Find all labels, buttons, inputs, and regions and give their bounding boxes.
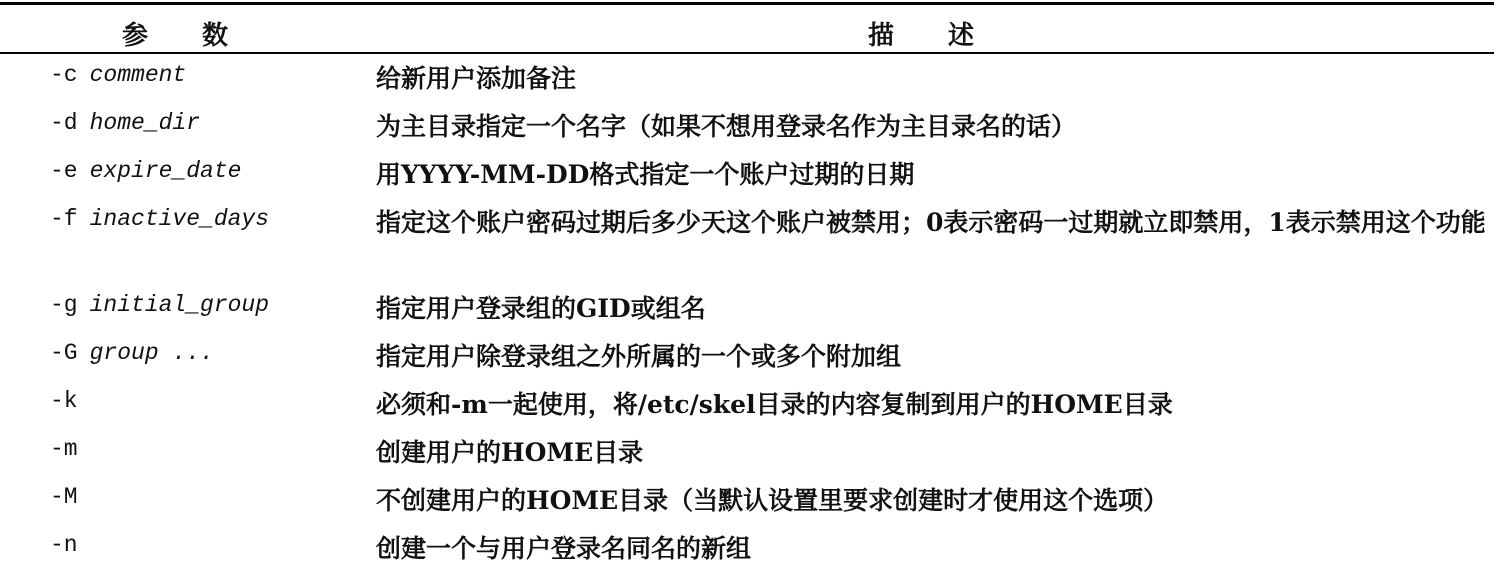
option-flag: -g xyxy=(50,292,78,318)
option-flag: -M xyxy=(50,484,78,510)
header-param: 参数 xyxy=(122,21,283,51)
option-description: 指定用户除登录组之外所属的一个或多个附加组 xyxy=(376,342,902,371)
option-description: 指定这个账户密码过期后多少天这个账户被禁用；0表示密码一过期就立即禁用，1表示禁用这个功能 xyxy=(376,208,1486,237)
option-description: 给新用户添加备注 xyxy=(376,64,577,93)
option-cell xyxy=(50,388,90,414)
option-cell xyxy=(50,110,200,136)
option-flag: -G xyxy=(50,340,78,366)
table-header-rule xyxy=(0,52,1494,54)
option-flag: -f xyxy=(50,206,78,232)
option-arg: initial_group xyxy=(89,292,270,318)
header-description: 描述 xyxy=(868,21,1029,51)
option-arg: expire_date xyxy=(89,158,242,184)
option-description: 为主目录指定一个名字（如果不想用登录名作为主目录名的话） xyxy=(376,112,1077,141)
option-arg: home_dir xyxy=(89,110,201,136)
option-description: 用YYYY-MM-DD格式指定一个账户过期的日期 xyxy=(376,160,915,189)
option-cell xyxy=(50,292,269,318)
option-cell xyxy=(50,484,90,510)
option-flag: -c xyxy=(50,62,78,88)
option-cell xyxy=(50,532,90,558)
option-arg: group ... xyxy=(89,340,214,366)
option-flag: -k xyxy=(50,388,78,414)
option-flag: -n xyxy=(50,532,78,558)
option-arg: inactive_days xyxy=(89,206,270,232)
option-description: 指定用户登录组的GID或组名 xyxy=(376,294,706,323)
option-cell xyxy=(50,62,186,88)
option-cell xyxy=(50,158,241,184)
option-flag: -m xyxy=(50,436,78,462)
option-cell xyxy=(50,340,214,366)
table-header xyxy=(0,5,1494,52)
option-flag: -d xyxy=(50,110,78,136)
option-cell xyxy=(50,436,90,462)
option-cell xyxy=(50,206,269,232)
option-flag: -e xyxy=(50,158,78,184)
option-description: 创建用户的HOME目录 xyxy=(376,438,644,467)
option-arg: comment xyxy=(89,62,187,88)
option-description: 不创建用户的HOME目录（当默认设置里要求创建时才使用这个选项） xyxy=(376,486,1169,515)
option-description: 创建一个与用户登录名同名的新组 xyxy=(376,534,752,563)
option-description: 必须和-m一起使用，将/etc/skel目录的内容复制到用户的HOME目录 xyxy=(376,390,1173,419)
